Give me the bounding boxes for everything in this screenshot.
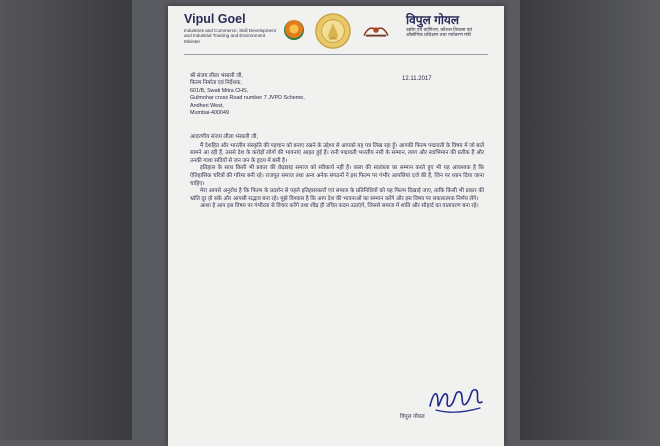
state-emblem-icon — [314, 12, 352, 50]
letterhead-name-english: Vipul Goel — [184, 12, 246, 26]
letter-date: 12.11.2017 — [402, 76, 432, 82]
letterhead-title-english: Industries and Commerce, Skill Development and Industrial Training and Environment Minister — [184, 28, 276, 44]
photo-background-left — [0, 0, 132, 440]
party-logo-icon — [284, 20, 304, 40]
body-paragraph: मेरा आपसे अनुरोध है कि फिल्म के प्रदर्शन से पहले इतिहासकारों एवं समाज के प्रतिनिधियों को यह फिल्म दिखाई जाए, ताकि किसी भी प्रकार की भ्रांति दूर हो सके और आपसी सद्भाव बना रहे। मुझे विश्वास है कि आप देश की भावनाओं का सम्मान करेंगे और इस विषय पर सकारात्मक निर्णय लेंगे। — [190, 188, 484, 202]
haryana-logo-icon — [362, 22, 390, 38]
body-paragraph: आशा है आप इस विषय पर गंभीरता से विचार करेंगे तथा शीघ्र ही उचित कदम उठाएंगे, जिससे समाज में शांति और सौहार्द का वातावरण बना रहे। — [200, 203, 479, 210]
photo-background-right — [520, 0, 660, 440]
salutation: आदरणीय संजय लीला भंसाली जी, — [190, 134, 258, 140]
recipient-block — [190, 73, 305, 117]
recipient-address-line: 601/B, Swati Mitra CHS, — [190, 87, 249, 94]
signatory-name: विपुल गोयल — [400, 414, 425, 420]
recipient-address-line: Gulmohar cross Road number 7 JVPD Scheme, — [190, 95, 305, 102]
letterhead-divider — [184, 54, 488, 55]
handwritten-signature — [426, 384, 486, 418]
body-paragraph: इतिहास के साथ किसी भी प्रकार की छेड़छाड़ समाज को स्वीकार्य नहीं है। कला की स्वतंत्रता का सम्मान करते हुए भी यह आवश्यक है कि ऐतिहासिक चरित्रों की गरिमा बनी रहे। राजपूत समाज तथा अन्य अनेक संगठनों ने इस फिल्म पर गंभीर आपत्तियां दर्ज की हैं, जिन पर ध्यान दिया जाना चाहिए। — [190, 165, 484, 187]
recipient-honorific: श्री संजय लीला भंसाली जी, — [190, 73, 243, 79]
recipient-address-line: Andheri West, — [190, 102, 224, 109]
letterhead-name-hindi: विपुल गोयल — [406, 13, 460, 27]
letter-page — [168, 6, 504, 446]
body-paragraph: मैं देशहित और भारतीय संस्कृति की पहचान को बनाए रखने के उद्देश्य से आपको यह पत्र लिख रहा हूँ। आपकी फिल्म पद्मावती के विषय में जो बातें सामने आ रही हैं, उससे देश के करोड़ों लोगों की भावनाएं आहत हुई हैं। रानी पद्मावती भारतीय नारी के सम्मान, त्याग और स्वाभिमान की प्रतीक हैं और उनकी गाथा सदियों से जन जन के हृदय में बसी है। — [190, 142, 484, 164]
letterhead-title-hindi: उद्योग एवं वाणिज्य, कौशल विकास एवं औद्योगिक प्रशिक्षण तथा पर्यावरण मंत्री — [406, 28, 472, 39]
letter-body — [190, 134, 484, 211]
recipient-role: फिल्म निर्माता एवं निर्देशक, — [190, 80, 242, 87]
recipient-address-line: Mumbai-400049 — [190, 110, 229, 117]
